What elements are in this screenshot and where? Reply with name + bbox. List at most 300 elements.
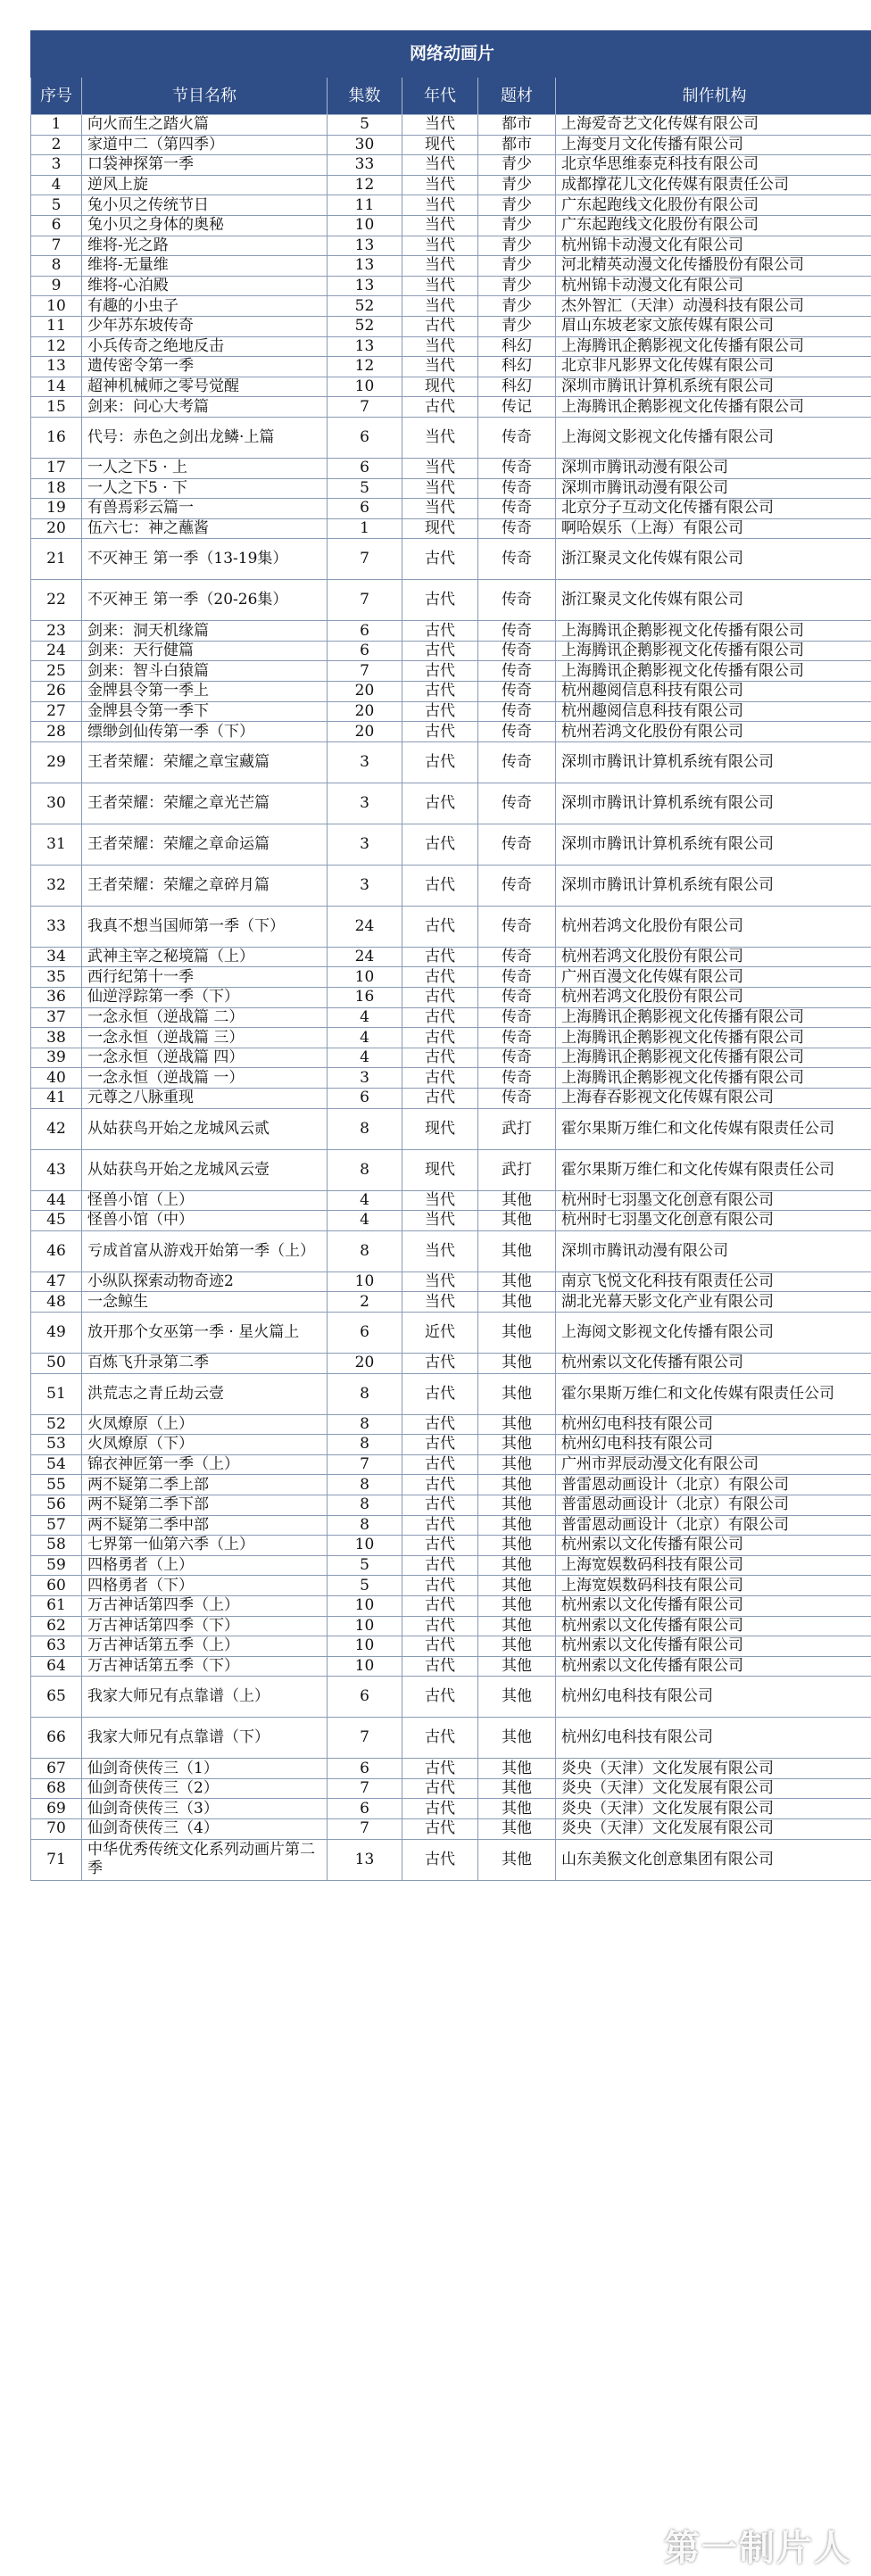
cell-index: 64 [31,1656,82,1677]
cell-genre: 传奇 [478,499,556,519]
cell-index: 55 [31,1475,82,1495]
table-row [31,1475,871,1495]
cell-genre: 其他 [478,1292,556,1313]
cell-era: 古代 [402,1414,478,1435]
cell-episodes: 2 [328,1292,402,1313]
cell-producer: 炎央（天津）文化发展有限公司 [556,1819,871,1840]
cell-index: 70 [31,1819,82,1840]
cell-episodes: 7 [328,1718,402,1759]
cell-genre: 其他 [478,1839,556,1880]
cell-genre: 其他 [478,1555,556,1576]
table-row [31,621,871,642]
cell-producer: 杭州幻电科技有限公司 [556,1435,871,1455]
cell-episodes: 10 [328,967,402,988]
table-row [31,947,871,967]
cell-producer: 杭州索以文化传播有限公司 [556,1353,871,1373]
cell-genre: 其他 [478,1271,556,1292]
cell-era: 当代 [402,256,478,277]
cell-index: 49 [31,1312,82,1353]
cell-index: 28 [31,722,82,742]
cell-name: 四格勇者（下） [82,1576,328,1596]
cell-name: 从姑获鸟开始之龙城风云贰 [82,1108,328,1149]
cell-name: 家道中二（第四季） [82,135,328,155]
cell-producer: 杭州幻电科技有限公司 [556,1677,871,1718]
cell-name: 两不疑第二季中部 [82,1515,328,1536]
table-row [31,539,871,580]
cell-name: 七界第一仙第六季（上） [82,1536,328,1556]
cell-name: 亏成首富从游戏开始第一季（上） [82,1230,328,1271]
cell-episodes: 3 [328,783,402,824]
cell-index: 14 [31,377,82,397]
cell-genre: 其他 [478,1576,556,1596]
cell-genre: 传奇 [478,518,556,539]
cell-index: 1 [31,115,82,136]
cell-episodes: 7 [328,1454,402,1475]
cell-episodes: 6 [328,641,402,661]
cell-name: 中华优秀传统文化系列动画片第二季 [82,1839,328,1880]
cell-era: 古代 [402,1515,478,1536]
cell-index: 44 [31,1190,82,1211]
table-row [31,1576,871,1596]
cell-genre: 青少 [478,236,556,256]
cell-era: 古代 [402,1718,478,1759]
cell-episodes: 8 [328,1108,402,1149]
table-row [31,256,871,277]
cell-index: 19 [31,499,82,519]
cell-era: 古代 [402,1799,478,1819]
cell-producer: 深圳市腾讯计算机系统有限公司 [556,865,871,906]
cell-name: 万古神话第四季（上） [82,1595,328,1616]
cell-producer: 上海春吞影视文化传媒有限公司 [556,1089,871,1109]
cell-name: 怪兽小馆（上） [82,1190,328,1211]
cell-index: 2 [31,135,82,155]
cell-name: 火凤燎原（下） [82,1435,328,1455]
cell-era: 古代 [402,580,478,621]
table-row [31,499,871,519]
cell-genre: 其他 [478,1718,556,1759]
table-row [31,1595,871,1616]
cell-index: 26 [31,682,82,702]
cell-producer: 杭州时七羽墨文化创意有限公司 [556,1211,871,1231]
cell-genre: 其他 [478,1230,556,1271]
cell-genre: 科幻 [478,357,556,377]
table-row [31,1028,871,1048]
cell-era: 古代 [402,1089,478,1109]
cell-genre: 传记 [478,397,556,418]
table-row [31,988,871,1008]
table-row [31,906,871,947]
table-row [31,417,871,458]
cell-producer: 上海变月文化传播有限公司 [556,135,871,155]
cell-name: 从姑获鸟开始之龙城风云壹 [82,1149,328,1190]
cell-era: 当代 [402,357,478,377]
cell-producer: 眉山东坡老家文旅传媒有限公司 [556,316,871,336]
cell-name: 超神机械师之零号觉醒 [82,377,328,397]
cell-era: 当代 [402,336,478,357]
cell-era: 古代 [402,824,478,865]
cell-episodes: 6 [328,417,402,458]
cell-name: 王者荣耀：荣耀之章宝藏篇 [82,741,328,783]
cell-era: 古代 [402,741,478,783]
table-row [31,478,871,499]
cell-episodes: 20 [328,1353,402,1373]
cell-producer: 上海腾讯企鹅影视文化传播有限公司 [556,1007,871,1028]
cell-genre: 其他 [478,1312,556,1353]
cell-producer: 杭州趣阅信息科技有限公司 [556,682,871,702]
table-row [31,1007,871,1028]
cell-index: 59 [31,1555,82,1576]
cell-name: 百炼飞升录第二季 [82,1353,328,1373]
cell-name: 少年苏东坡传奇 [82,316,328,336]
cell-genre: 其他 [478,1373,556,1414]
cell-index: 52 [31,1414,82,1435]
cell-index: 68 [31,1778,82,1799]
cell-producer: 上海腾讯企鹅影视文化传播有限公司 [556,621,871,642]
cell-episodes: 5 [328,478,402,499]
cell-name: 我家大师兄有点靠谱（下） [82,1718,328,1759]
cell-index: 11 [31,316,82,336]
col-header-era: 年代 [402,78,478,115]
cell-episodes: 4 [328,1190,402,1211]
cell-era: 古代 [402,661,478,682]
cell-producer: 山东美猴文化创意集团有限公司 [556,1839,871,1880]
cell-index: 53 [31,1435,82,1455]
table-row [31,701,871,722]
cell-era: 现代 [402,135,478,155]
cell-episodes: 7 [328,397,402,418]
cell-episodes: 7 [328,580,402,621]
cell-index: 22 [31,580,82,621]
cell-name: 有兽焉彩云篇一 [82,499,328,519]
cell-genre: 传奇 [478,906,556,947]
cell-era: 古代 [402,947,478,967]
cell-genre: 传奇 [478,1048,556,1068]
table-row [31,296,871,317]
cell-episodes: 3 [328,741,402,783]
table-row [31,1089,871,1109]
cell-episodes: 6 [328,499,402,519]
cell-name: 火凤燎原（上） [82,1414,328,1435]
cell-producer: 杭州索以文化传播有限公司 [556,1616,871,1636]
cell-era: 古代 [402,783,478,824]
animation-table [30,30,871,1881]
cell-genre: 传奇 [478,722,556,742]
cell-index: 21 [31,539,82,580]
cell-name: 两不疑第二季下部 [82,1495,328,1515]
cell-era: 古代 [402,397,478,418]
cell-era: 古代 [402,865,478,906]
cell-index: 33 [31,906,82,947]
cell-genre: 传奇 [478,1068,556,1089]
table-row [31,1555,871,1576]
cell-episodes: 13 [328,1839,402,1880]
cell-index: 61 [31,1595,82,1616]
cell-name: 洪荒志之青丘劫云壹 [82,1373,328,1414]
cell-producer: 上海腾讯企鹅影视文化传播有限公司 [556,1068,871,1089]
cell-name: 我家大师兄有点靠谱（上） [82,1677,328,1718]
cell-name: 一人之下5 · 下 [82,478,328,499]
col-header-name: 节目名称 [82,78,328,115]
cell-producer: 上海阅文影视文化传播有限公司 [556,417,871,458]
cell-producer: 普雷恩动画设计（北京）有限公司 [556,1475,871,1495]
cell-episodes: 4 [328,1048,402,1068]
cell-producer: 杭州趣阅信息科技有限公司 [556,701,871,722]
cell-episodes: 7 [328,1778,402,1799]
cell-name: 遗传密令第一季 [82,357,328,377]
cell-era: 当代 [402,478,478,499]
table-row [31,1353,871,1373]
col-header-genre: 题材 [478,78,556,115]
cell-producer: 杭州若鸿文化股份有限公司 [556,988,871,1008]
cell-era: 当代 [402,296,478,317]
cell-index: 51 [31,1373,82,1414]
cell-episodes: 12 [328,175,402,195]
cell-era: 古代 [402,1778,478,1799]
cell-genre: 青少 [478,215,556,236]
cell-name: 小纵队探索动物奇迹2 [82,1271,328,1292]
cell-name: 有趣的小虫子 [82,296,328,317]
cell-index: 35 [31,967,82,988]
cell-genre: 传奇 [478,641,556,661]
table-row [31,1515,871,1536]
table-row [31,722,871,742]
cell-genre: 青少 [478,175,556,195]
cell-name: 逆风上旋 [82,175,328,195]
table-row [31,155,871,176]
cell-genre: 传奇 [478,947,556,967]
cell-name: 维将-光之路 [82,236,328,256]
cell-era: 古代 [402,1536,478,1556]
cell-producer: 上海阅文影视文化传播有限公司 [556,1312,871,1353]
cell-episodes: 1 [328,518,402,539]
cell-episodes: 6 [328,1312,402,1353]
cell-genre: 都市 [478,135,556,155]
cell-episodes: 8 [328,1495,402,1515]
cell-genre: 其他 [478,1636,556,1657]
cell-episodes: 8 [328,1373,402,1414]
cell-era: 现代 [402,1149,478,1190]
table-title-row [31,31,871,78]
cell-episodes: 20 [328,682,402,702]
cell-episodes: 52 [328,296,402,317]
cell-producer: 广州市羿辰动漫文化有限公司 [556,1454,871,1475]
table-row [31,1495,871,1515]
cell-producer: 深圳市腾讯计算机系统有限公司 [556,824,871,865]
cell-producer: 杭州锦卡动漫文化有限公司 [556,276,871,296]
cell-producer: 广东起跑线文化股份有限公司 [556,195,871,216]
cell-producer: 霍尔果斯万维仁和文化传媒有限责任公司 [556,1108,871,1149]
table-row [31,1759,871,1779]
cell-index: 36 [31,988,82,1008]
cell-episodes: 10 [328,1595,402,1616]
cell-producer: 杭州时七羽墨文化创意有限公司 [556,1190,871,1211]
cell-index: 38 [31,1028,82,1048]
cell-producer: 北京非凡影界文化传媒有限公司 [556,357,871,377]
cell-episodes: 6 [328,1799,402,1819]
cell-index: 9 [31,276,82,296]
cell-era: 当代 [402,236,478,256]
cell-producer: 杭州锦卡动漫文化有限公司 [556,236,871,256]
cell-name: 一念永恒（逆战篇 三） [82,1028,328,1048]
cell-name: 仙逆浮踪第一季（下） [82,988,328,1008]
cell-producer: 上海宽娱数码科技有限公司 [556,1576,871,1596]
cell-name: 西行纪第十一季 [82,967,328,988]
cell-episodes: 3 [328,1068,402,1089]
table-header-row [31,78,871,115]
watermark: 第一制片人 [664,2528,851,2569]
cell-genre: 青少 [478,276,556,296]
table-row [31,1211,871,1231]
cell-index: 4 [31,175,82,195]
table-row [31,518,871,539]
cell-producer: 湖北光幕天影文化产业有限公司 [556,1292,871,1313]
cell-index: 31 [31,824,82,865]
cell-era: 古代 [402,701,478,722]
table-row [31,1536,871,1556]
cell-name: 万古神话第五季（上） [82,1636,328,1657]
cell-genre: 其他 [478,1495,556,1515]
cell-genre: 其他 [478,1475,556,1495]
cell-genre: 传奇 [478,701,556,722]
cell-index: 47 [31,1271,82,1292]
cell-genre: 传奇 [478,1089,556,1109]
cell-index: 24 [31,641,82,661]
col-header-episodes: 集数 [328,78,402,115]
cell-episodes: 33 [328,155,402,176]
cell-episodes: 6 [328,1677,402,1718]
table-row [31,397,871,418]
cell-genre: 其他 [478,1759,556,1779]
cell-era: 古代 [402,1068,478,1089]
cell-era: 当代 [402,195,478,216]
document-page [30,30,871,1881]
table-row [31,1048,871,1068]
cell-producer: 杭州索以文化传播有限公司 [556,1656,871,1677]
cell-name: 万古神话第四季（下） [82,1616,328,1636]
cell-producer: 炎央（天津）文化发展有限公司 [556,1799,871,1819]
cell-episodes: 10 [328,377,402,397]
cell-producer: 杭州索以文化传播有限公司 [556,1536,871,1556]
cell-producer: 上海宽娱数码科技有限公司 [556,1555,871,1576]
table-row [31,783,871,824]
cell-index: 48 [31,1292,82,1313]
cell-era: 当代 [402,155,478,176]
cell-index: 30 [31,783,82,824]
table-row [31,1677,871,1718]
cell-name: 维将-心泊殿 [82,276,328,296]
cell-genre: 其他 [478,1435,556,1455]
cell-name: 王者荣耀：荣耀之章命运篇 [82,824,328,865]
cell-era: 当代 [402,499,478,519]
cell-era: 古代 [402,1454,478,1475]
cell-genre: 传奇 [478,967,556,988]
table-row [31,1718,871,1759]
cell-name: 仙剑奇侠传三（1） [82,1759,328,1779]
cell-name: 一念永恒（逆战篇 四） [82,1048,328,1068]
cell-index: 13 [31,357,82,377]
cell-genre: 传奇 [478,783,556,824]
cell-name: 一念鲸生 [82,1292,328,1313]
cell-genre: 其他 [478,1656,556,1677]
cell-episodes: 10 [328,1616,402,1636]
cell-episodes: 4 [328,1211,402,1231]
cell-episodes: 8 [328,1435,402,1455]
cell-episodes: 20 [328,701,402,722]
cell-producer: 炎央（天津）文化发展有限公司 [556,1759,871,1779]
table-row [31,1312,871,1353]
cell-era: 古代 [402,1677,478,1718]
cell-index: 15 [31,397,82,418]
cell-producer: 上海腾讯企鹅影视文化传播有限公司 [556,661,871,682]
cell-era: 古代 [402,988,478,1008]
cell-era: 古代 [402,906,478,947]
cell-era: 古代 [402,1028,478,1048]
cell-genre: 其他 [478,1353,556,1373]
cell-era: 古代 [402,967,478,988]
cell-producer: 上海爱奇艺文化传媒有限公司 [556,115,871,136]
cell-producer: 浙江聚灵文化传媒有限公司 [556,539,871,580]
cell-index: 3 [31,155,82,176]
cell-episodes: 6 [328,1759,402,1779]
cell-producer: 北京华思维泰克科技有限公司 [556,155,871,176]
cell-index: 10 [31,296,82,317]
table-row [31,215,871,236]
table-row [31,824,871,865]
cell-episodes: 13 [328,276,402,296]
cell-producer: 上海腾讯企鹅影视文化传播有限公司 [556,641,871,661]
cell-genre: 其他 [478,1616,556,1636]
cell-era: 古代 [402,1475,478,1495]
table-row [31,682,871,702]
cell-genre: 其他 [478,1515,556,1536]
cell-producer: 北京分子互动文化传播有限公司 [556,499,871,519]
cell-name: 我真不想当国师第一季（下） [82,906,328,947]
cell-genre: 传奇 [478,682,556,702]
cell-index: 8 [31,256,82,277]
cell-era: 当代 [402,1230,478,1271]
cell-era: 当代 [402,458,478,478]
cell-producer: 杭州幻电科技有限公司 [556,1414,871,1435]
cell-index: 32 [31,865,82,906]
cell-era: 古代 [402,1353,478,1373]
table-row [31,661,871,682]
cell-index: 69 [31,1799,82,1819]
cell-era: 当代 [402,276,478,296]
cell-genre: 科幻 [478,336,556,357]
cell-episodes: 8 [328,1475,402,1495]
table-row [31,1616,871,1636]
cell-era: 当代 [402,215,478,236]
table-row [31,458,871,478]
cell-era: 古代 [402,539,478,580]
cell-era: 古代 [402,1759,478,1779]
cell-index: 37 [31,1007,82,1028]
cell-name: 口袋神探第一季 [82,155,328,176]
cell-producer: 杭州若鸿文化股份有限公司 [556,947,871,967]
cell-genre: 都市 [478,115,556,136]
cell-genre: 其他 [478,1799,556,1819]
cell-episodes: 5 [328,115,402,136]
cell-genre: 科幻 [478,377,556,397]
table-row [31,1454,871,1475]
cell-era: 古代 [402,1495,478,1515]
cell-episodes: 8 [328,1414,402,1435]
col-header-index: 序号 [31,78,82,115]
cell-genre: 传奇 [478,865,556,906]
table-row [31,357,871,377]
cell-genre: 其他 [478,1677,556,1718]
cell-episodes: 10 [328,215,402,236]
